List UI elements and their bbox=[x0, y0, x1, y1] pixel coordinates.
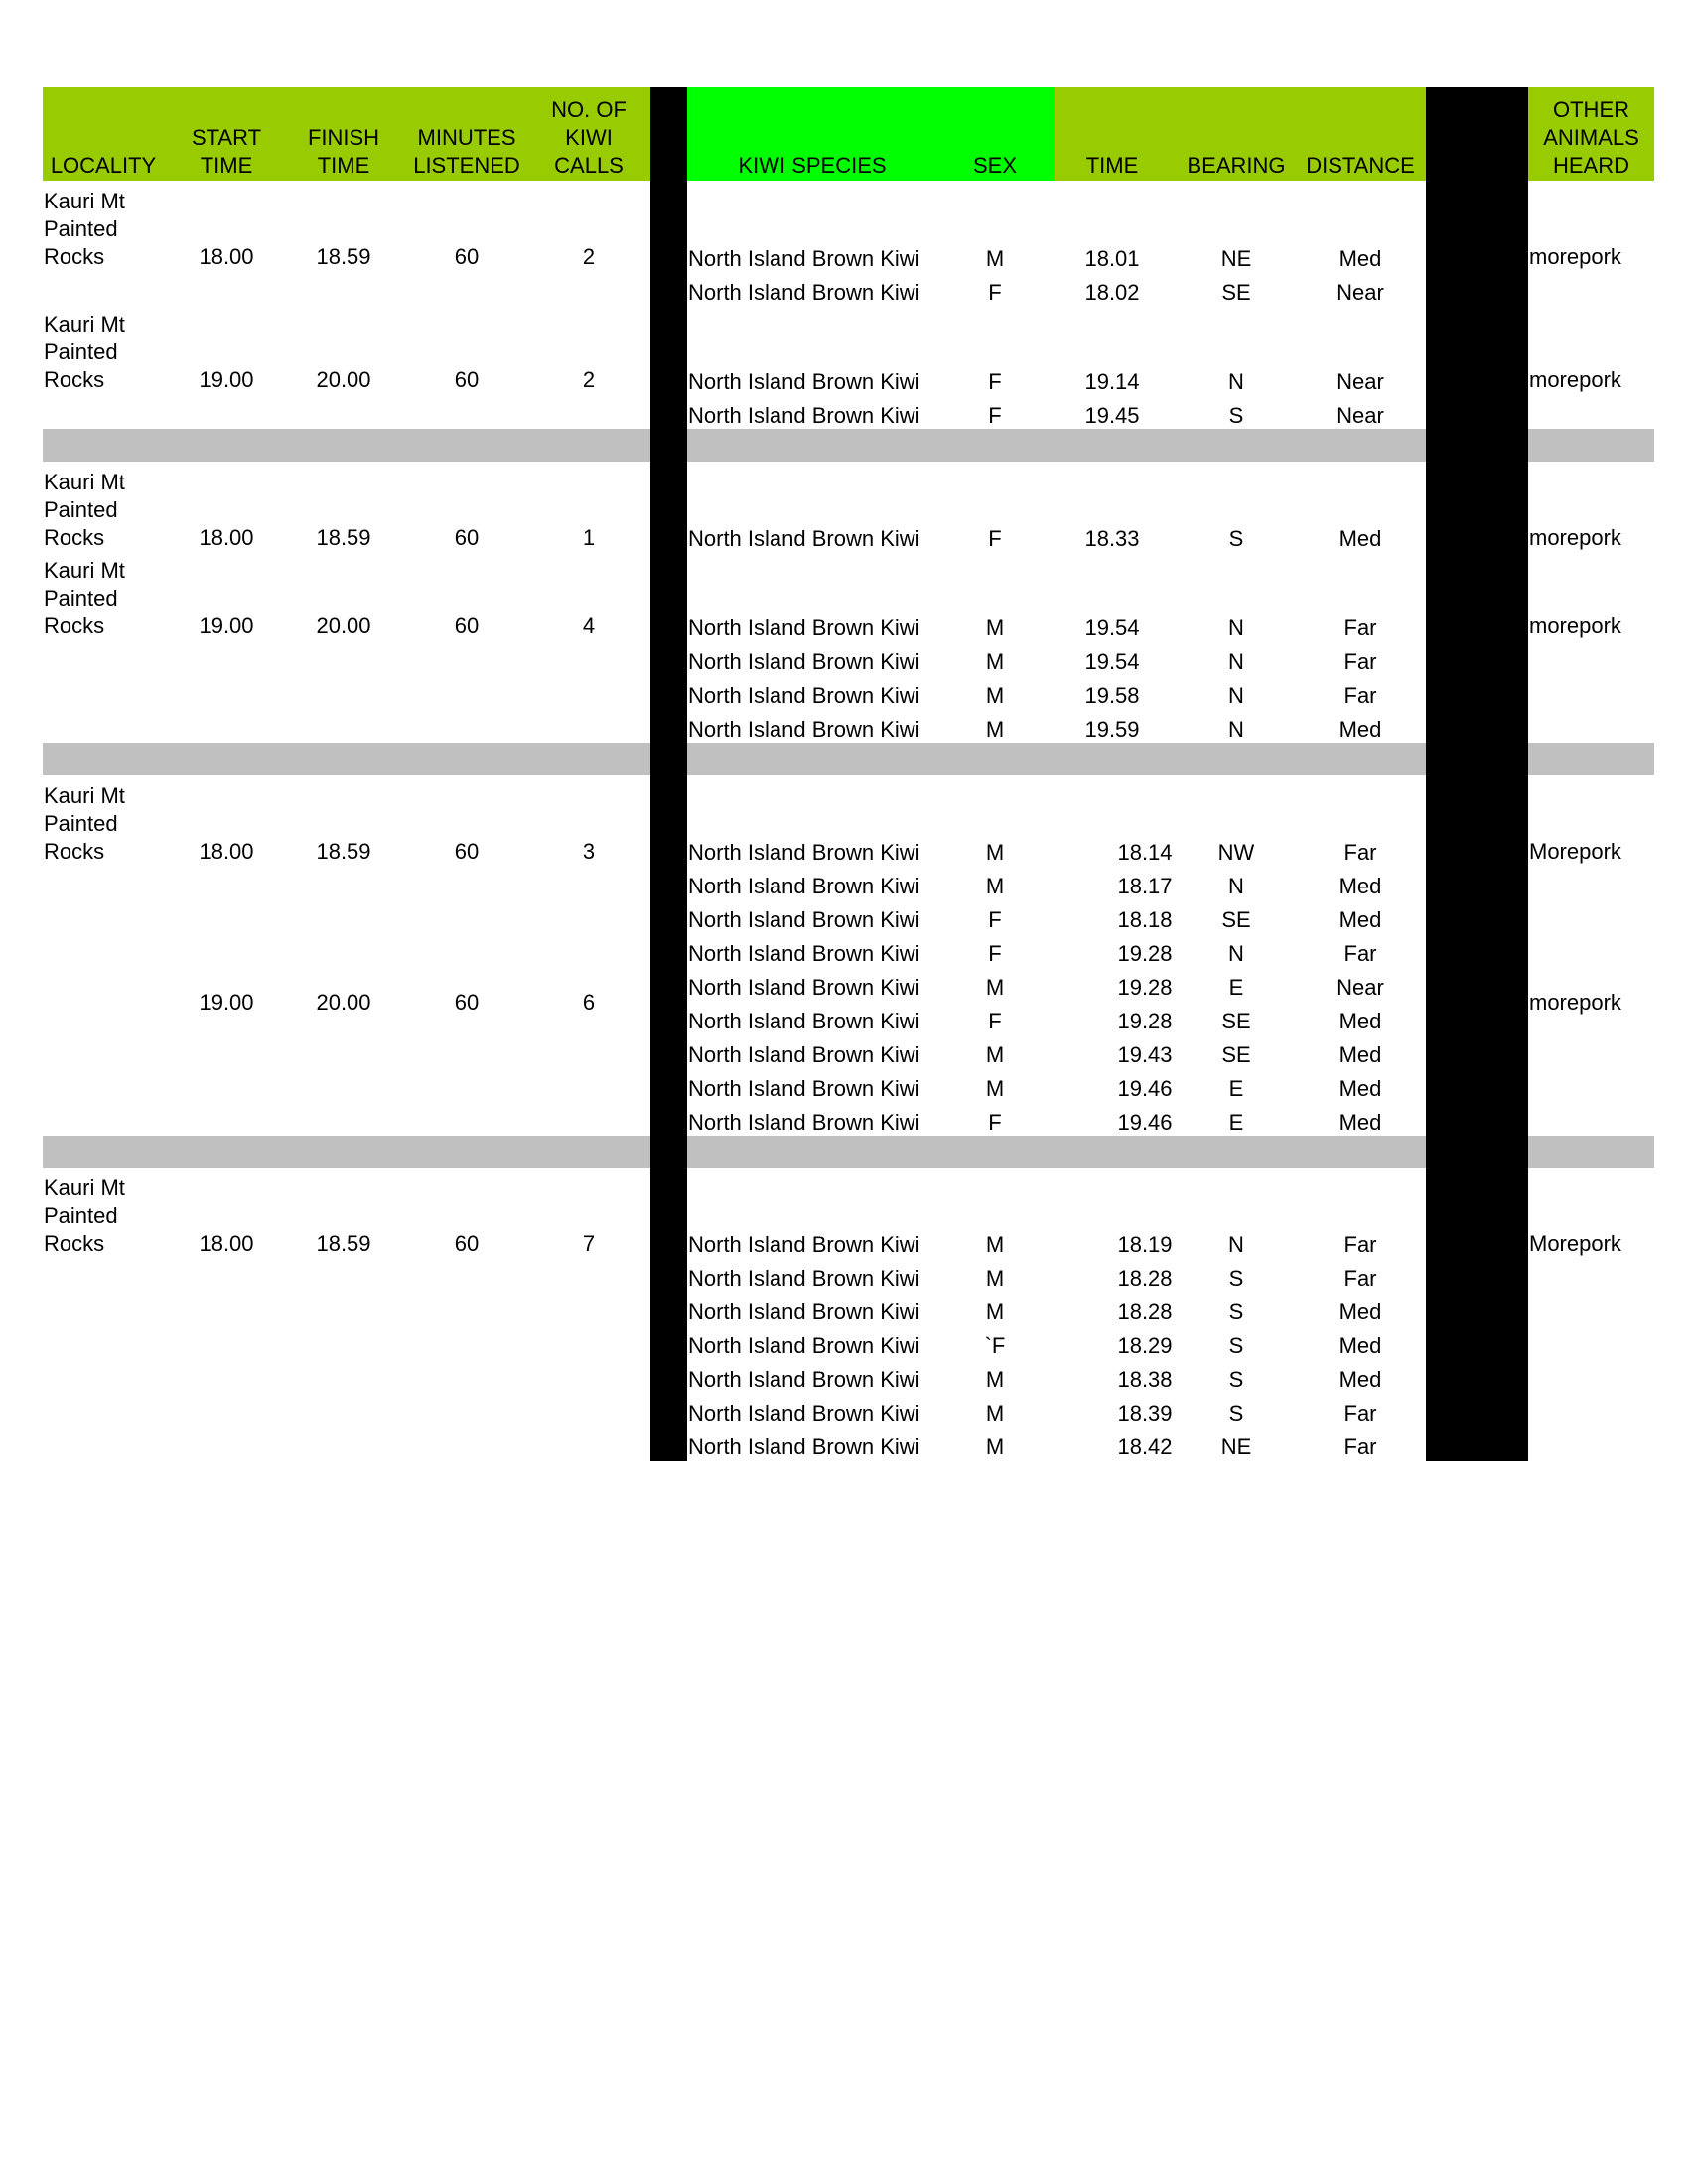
call-sex: M bbox=[985, 874, 1005, 898]
call-time: 18.19 bbox=[1117, 1232, 1173, 1257]
call-distance: Far bbox=[1343, 1401, 1377, 1426]
call-distance: Far bbox=[1343, 1232, 1377, 1257]
session-call-count: 7 bbox=[582, 1231, 596, 1256]
session-finish-time: 20.00 bbox=[316, 614, 371, 638]
call-bearing: N bbox=[1228, 874, 1244, 898]
call-distance: Med bbox=[1338, 526, 1382, 551]
header-finish-time: FINISH TIME bbox=[307, 125, 380, 178]
header-minutes-listened: MINUTES LISTENED bbox=[413, 125, 520, 178]
call-bearing: NE bbox=[1220, 246, 1252, 271]
call-sex: M bbox=[985, 1434, 1005, 1459]
call-sex: M bbox=[985, 1367, 1005, 1392]
call-time: 18.28 bbox=[1117, 1266, 1173, 1291]
call-bearing: N bbox=[1228, 369, 1244, 394]
call-bearing: N bbox=[1228, 941, 1244, 966]
call-sex: M bbox=[985, 1232, 1005, 1257]
call-bearing: SE bbox=[1221, 907, 1251, 932]
call-distance: Near bbox=[1336, 280, 1384, 305]
session-start-time: 19.00 bbox=[199, 990, 254, 1015]
call-bearing: S bbox=[1228, 1333, 1244, 1358]
call-species: North Island Brown Kiwi bbox=[688, 907, 920, 932]
call-distance: Far bbox=[1343, 615, 1377, 640]
session-other-animals: Morepork bbox=[1529, 1231, 1621, 1256]
call-species: North Island Brown Kiwi bbox=[688, 1333, 920, 1358]
session-locality: Kauri Mt Painted Rocks bbox=[44, 1175, 125, 1256]
session-minutes: 60 bbox=[454, 990, 480, 1015]
session-start-time: 19.00 bbox=[199, 367, 254, 392]
call-time: 19.54 bbox=[1084, 649, 1140, 674]
session-call-count: 3 bbox=[582, 839, 596, 864]
session-start-time: 18.00 bbox=[199, 839, 254, 864]
call-species: North Island Brown Kiwi bbox=[688, 1434, 920, 1459]
call-distance: Med bbox=[1338, 1042, 1382, 1067]
session-start-time: 18.00 bbox=[199, 1231, 254, 1256]
call-bearing: N bbox=[1228, 717, 1244, 742]
session-other-animals: morepork bbox=[1529, 244, 1621, 269]
session-start-time: 19.00 bbox=[199, 614, 254, 638]
call-time: 19.58 bbox=[1084, 683, 1140, 708]
call-time: 19.46 bbox=[1117, 1110, 1173, 1135]
call-species: North Island Brown Kiwi bbox=[688, 280, 920, 305]
call-sex: F bbox=[988, 369, 1002, 394]
session-call-count: 2 bbox=[582, 367, 596, 392]
session-finish-time: 18.59 bbox=[316, 839, 371, 864]
session-start-time: 18.00 bbox=[199, 525, 254, 550]
call-distance: Med bbox=[1338, 1333, 1382, 1358]
call-species: North Island Brown Kiwi bbox=[688, 1042, 920, 1067]
session-locality: Kauri Mt Painted Rocks bbox=[44, 312, 125, 392]
call-species: North Island Brown Kiwi bbox=[688, 1401, 920, 1426]
call-bearing: E bbox=[1228, 1110, 1244, 1135]
session-minutes: 60 bbox=[454, 1231, 480, 1256]
session-other-animals: morepork bbox=[1529, 614, 1621, 638]
call-species: North Island Brown Kiwi bbox=[688, 526, 920, 551]
session-minutes: 60 bbox=[454, 367, 480, 392]
call-time: 19.59 bbox=[1084, 717, 1140, 742]
call-species: North Island Brown Kiwi bbox=[688, 1232, 920, 1257]
header-bearing: BEARING bbox=[1187, 153, 1286, 178]
call-species: North Island Brown Kiwi bbox=[688, 683, 920, 708]
call-time: 18.02 bbox=[1084, 280, 1140, 305]
header-other-animals: OTHER ANIMALS HEARD bbox=[1543, 97, 1639, 178]
call-time: 18.38 bbox=[1117, 1367, 1173, 1392]
call-bearing: N bbox=[1228, 683, 1244, 708]
call-species: North Island Brown Kiwi bbox=[688, 975, 920, 1000]
section-separator bbox=[43, 743, 1654, 775]
call-distance: Near bbox=[1336, 975, 1384, 1000]
session-locality: Kauri Mt Painted Rocks bbox=[44, 558, 125, 638]
call-distance: Med bbox=[1338, 1299, 1382, 1324]
call-sex: M bbox=[985, 1266, 1005, 1291]
session-minutes: 60 bbox=[454, 244, 480, 269]
call-distance: Med bbox=[1338, 1110, 1382, 1135]
call-distance: Far bbox=[1343, 1266, 1377, 1291]
call-bearing: NE bbox=[1220, 1434, 1252, 1459]
session-finish-time: 18.59 bbox=[316, 244, 371, 269]
call-bearing: SE bbox=[1221, 1042, 1251, 1067]
black-divider-right bbox=[1426, 87, 1528, 1461]
session-other-animals: morepork bbox=[1529, 367, 1621, 392]
session-finish-time: 20.00 bbox=[316, 367, 371, 392]
call-bearing: S bbox=[1228, 403, 1244, 428]
call-time: 18.18 bbox=[1117, 907, 1173, 932]
header-distance: DISTANCE bbox=[1306, 153, 1415, 178]
call-species: North Island Brown Kiwi bbox=[688, 1299, 920, 1324]
session-other-animals: morepork bbox=[1529, 990, 1621, 1015]
call-time: 18.01 bbox=[1084, 246, 1140, 271]
header-sex: SEX bbox=[972, 153, 1018, 178]
call-bearing: S bbox=[1228, 1401, 1244, 1426]
call-time: 19.45 bbox=[1084, 403, 1140, 428]
header-time: TIME bbox=[1085, 153, 1139, 178]
session-other-animals: Morepork bbox=[1529, 839, 1621, 864]
session-locality: Kauri Mt Painted Rocks bbox=[44, 783, 125, 864]
call-sex: M bbox=[985, 717, 1005, 742]
call-time: 18.29 bbox=[1117, 1333, 1173, 1358]
call-distance: Med bbox=[1338, 1009, 1382, 1033]
call-sex: M bbox=[985, 1042, 1005, 1067]
call-time: 18.28 bbox=[1117, 1299, 1173, 1324]
call-sex: M bbox=[985, 840, 1005, 865]
call-species: North Island Brown Kiwi bbox=[688, 369, 920, 394]
session-call-count: 6 bbox=[582, 990, 596, 1015]
call-time: 18.33 bbox=[1084, 526, 1140, 551]
call-species: North Island Brown Kiwi bbox=[688, 246, 920, 271]
call-distance: Med bbox=[1338, 246, 1382, 271]
call-bearing: SE bbox=[1221, 280, 1251, 305]
call-sex: `F bbox=[984, 1333, 1006, 1358]
call-time: 19.54 bbox=[1084, 615, 1140, 640]
call-time: 19.28 bbox=[1117, 975, 1173, 1000]
call-time: 19.14 bbox=[1084, 369, 1140, 394]
session-other-animals: morepork bbox=[1529, 525, 1621, 550]
call-time: 19.28 bbox=[1117, 1009, 1173, 1033]
call-sex: F bbox=[988, 526, 1002, 551]
header-kiwi-calls: NO. OF KIWI CALLS bbox=[551, 97, 627, 178]
call-sex: M bbox=[985, 1401, 1005, 1426]
call-distance: Far bbox=[1343, 649, 1377, 674]
call-bearing: S bbox=[1228, 1299, 1244, 1324]
call-species: North Island Brown Kiwi bbox=[688, 649, 920, 674]
call-sex: M bbox=[985, 683, 1005, 708]
call-bearing: N bbox=[1228, 615, 1244, 640]
call-distance: Near bbox=[1336, 369, 1384, 394]
call-species: North Island Brown Kiwi bbox=[688, 840, 920, 865]
call-distance: Med bbox=[1338, 1367, 1382, 1392]
session-minutes: 60 bbox=[454, 525, 480, 550]
call-species: North Island Brown Kiwi bbox=[688, 1076, 920, 1101]
call-distance: Far bbox=[1343, 840, 1377, 865]
call-species: North Island Brown Kiwi bbox=[688, 717, 920, 742]
session-minutes: 60 bbox=[454, 839, 480, 864]
call-time: 19.43 bbox=[1117, 1042, 1173, 1067]
call-species: North Island Brown Kiwi bbox=[688, 1110, 920, 1135]
call-time: 18.14 bbox=[1117, 840, 1173, 865]
call-bearing: N bbox=[1228, 649, 1244, 674]
session-finish-time: 18.59 bbox=[316, 1231, 371, 1256]
call-bearing: NW bbox=[1217, 840, 1255, 865]
call-time: 18.17 bbox=[1117, 874, 1173, 898]
session-locality: Kauri Mt Painted Rocks bbox=[44, 189, 125, 269]
session-minutes: 60 bbox=[454, 614, 480, 638]
header-start-time: START TIME bbox=[191, 125, 262, 178]
call-distance: Med bbox=[1338, 907, 1382, 932]
section-separator bbox=[43, 1136, 1654, 1168]
call-distance: Near bbox=[1336, 403, 1384, 428]
call-sex: M bbox=[985, 649, 1005, 674]
call-bearing: E bbox=[1228, 975, 1244, 1000]
call-sex: F bbox=[988, 280, 1002, 305]
session-call-count: 4 bbox=[582, 614, 596, 638]
call-distance: Med bbox=[1338, 717, 1382, 742]
call-distance: Far bbox=[1343, 941, 1377, 966]
call-species: North Island Brown Kiwi bbox=[688, 1009, 920, 1033]
call-sex: M bbox=[985, 615, 1005, 640]
call-time: 19.28 bbox=[1117, 941, 1173, 966]
session-start-time: 18.00 bbox=[199, 244, 254, 269]
call-bearing: E bbox=[1228, 1076, 1244, 1101]
call-sex: F bbox=[988, 403, 1002, 428]
call-sex: F bbox=[988, 907, 1002, 932]
call-species: North Island Brown Kiwi bbox=[688, 403, 920, 428]
call-bearing: S bbox=[1228, 1266, 1244, 1291]
call-sex: M bbox=[985, 1076, 1005, 1101]
session-finish-time: 20.00 bbox=[316, 990, 371, 1015]
call-sex: M bbox=[985, 975, 1005, 1000]
call-sex: M bbox=[985, 1299, 1005, 1324]
call-sex: F bbox=[988, 941, 1002, 966]
header-locality: LOCALITY bbox=[50, 153, 157, 178]
call-sex: F bbox=[988, 1110, 1002, 1135]
call-sex: F bbox=[988, 1009, 1002, 1033]
call-distance: Far bbox=[1343, 683, 1377, 708]
header-kiwi-species: KIWI SPECIES bbox=[738, 153, 887, 178]
call-bearing: S bbox=[1228, 526, 1244, 551]
call-time: 18.39 bbox=[1117, 1401, 1173, 1426]
call-distance: Med bbox=[1338, 1076, 1382, 1101]
call-species: North Island Brown Kiwi bbox=[688, 874, 920, 898]
call-bearing: N bbox=[1228, 1232, 1244, 1257]
call-species: North Island Brown Kiwi bbox=[688, 1367, 920, 1392]
session-call-count: 1 bbox=[582, 525, 596, 550]
call-species: North Island Brown Kiwi bbox=[688, 941, 920, 966]
black-divider-left bbox=[650, 87, 687, 1461]
call-bearing: S bbox=[1228, 1367, 1244, 1392]
section-separator bbox=[43, 429, 1654, 462]
call-species: North Island Brown Kiwi bbox=[688, 1266, 920, 1291]
call-bearing: SE bbox=[1221, 1009, 1251, 1033]
session-locality: Kauri Mt Painted Rocks bbox=[44, 470, 125, 550]
call-distance: Far bbox=[1343, 1434, 1377, 1459]
call-time: 19.46 bbox=[1117, 1076, 1173, 1101]
call-time: 18.42 bbox=[1117, 1434, 1173, 1459]
session-call-count: 2 bbox=[582, 244, 596, 269]
call-sex: M bbox=[985, 246, 1005, 271]
call-distance: Med bbox=[1338, 874, 1382, 898]
session-finish-time: 18.59 bbox=[316, 525, 371, 550]
call-species: North Island Brown Kiwi bbox=[688, 615, 920, 640]
